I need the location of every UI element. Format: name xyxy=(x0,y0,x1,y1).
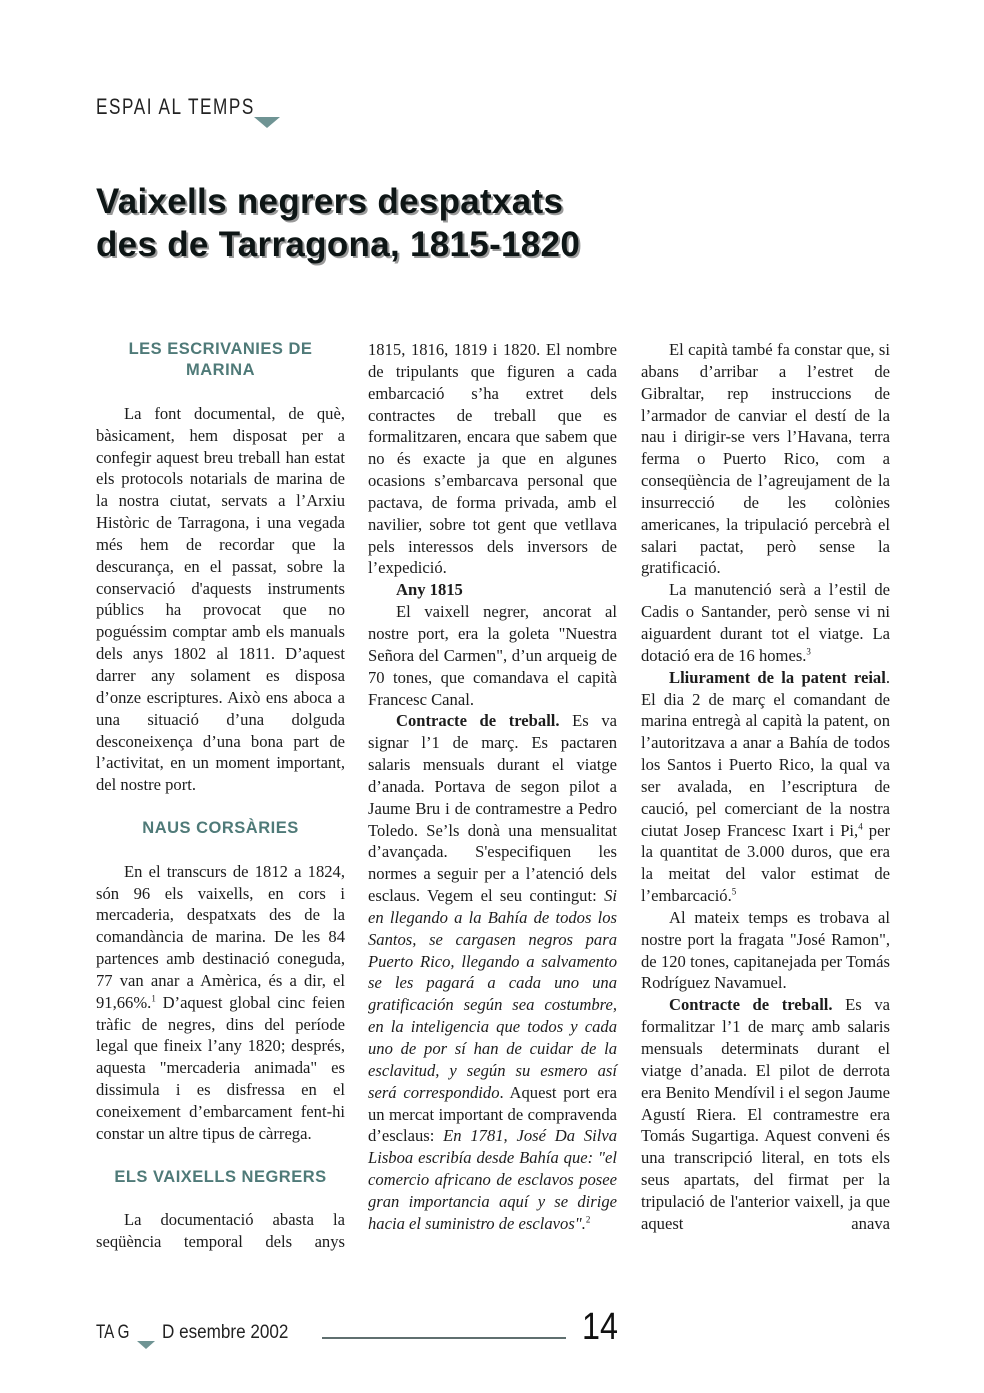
paragraph xyxy=(368,339,617,579)
text-column-2 xyxy=(368,339,617,1235)
paragraph xyxy=(96,403,345,796)
footer-issue-date: D esembre 2002 xyxy=(162,1322,289,1343)
text-run: En el transcurs de 1812 a 1824, són 96 els vaixells, en cors i mercaderia, despatxats des de la comandància de marina. De les 84 partences amb destinació coneguda, 77 van anar a Amèrica, és a dir, el 91,66%. xyxy=(96,861,345,1012)
footnote-ref: 4 xyxy=(858,821,863,832)
section-heading: NAUS CORSÀRIES xyxy=(142,818,299,837)
paragraph xyxy=(641,667,890,907)
footer-magazine-name: TA G xyxy=(96,1322,130,1343)
bold-lead: Contracte de treball. xyxy=(396,711,560,731)
quotation: En 1781, José Da Silva Lisboa escribía desde Bahía que: "el comercio africano de esclavos posee gran importancia aquí y se dirige hacia el suministro de esclavos". xyxy=(368,1126,617,1233)
text-run: Es va formalitzar l’1 de març amb salaris mensuals determinats durant el viatge d’anada. El pilot de derrota era Benito Mendívil i el segon Jaume Agustí Riera. El contramestre era Tomás Sugartiga. Aquest conveni és una transcripció literal, en tots els seus apartats, del firmat per la tripulació de l'anterior vaixell, ja que aquest anava xyxy=(641,995,890,1233)
footnote-ref: 2 xyxy=(585,1214,591,1225)
title-line-1: Vaixells negrers despatxats xyxy=(96,182,564,221)
paragraph xyxy=(368,710,617,1234)
spacer xyxy=(96,1188,345,1210)
paragraph xyxy=(641,579,890,666)
text-column-3 xyxy=(641,339,890,1235)
paragraph xyxy=(368,601,617,710)
triangle-marker-icon xyxy=(137,1341,155,1349)
title-line-2: des de Tarragona, 1815-1820 xyxy=(96,225,581,264)
triangle-marker-icon xyxy=(254,117,280,128)
text-run: . El dia 2 de març el comandant de marina entregà al capità la patent, on l’autoritzava a anar a Bahía de todos los Santos i Puerto Rico, la qual va ser avalada, en l’escriptura de caució, pel comerciant de la nostra ciutat Josep Francesc Ixart i Pi, xyxy=(641,667,890,840)
text-run: 1815, 1816, 1819 i 1820. El nombre de tripulants que figuren a cada embarcació s’ha extret dels contractes de treball que es formalitzaren, encara que sabem que no és exacte ja que en algunes ocasions s’embarcava personal que pactava, de forma privada, amb el navilier, sobre tot gent que vetllava pels interessos dels inversors de l’expedició. xyxy=(368,340,617,578)
spacer xyxy=(96,796,345,818)
text-run: La manutenció serà a l’estil de Cadis o Santander, però sense vi ni aiguardent durant tot el viatge. La dotació era de 16 homes. xyxy=(641,580,890,665)
paragraph xyxy=(641,994,890,1234)
footnote-ref: 5 xyxy=(731,886,737,897)
footnote-ref: 3 xyxy=(806,646,811,657)
footnote-ref: 1 xyxy=(151,993,156,1004)
text-run: Es va signar l’1 de març. Es pactaren salaris mensuals durant el viatge d’anada. Portava de segon pilot a Jaume Bru i de contramestre a Pedro Toledo. Se’ls donà una mensualitat d’avançada. S'especifiquen les normes a seguir per a l’atenció dels esclaus. Vegem el seu contingut: xyxy=(368,711,617,906)
text-run: D’aquest global cinc feien tràfic de negres, dins del període legal que fineix l’any 1820; després, aquesta "mercaderia animada" es dissimula i es disfressa en el coneixement d’embarcament fent-hi constar un altre tipus de càrrega. xyxy=(96,992,345,1143)
footer-divider xyxy=(322,1337,566,1339)
text-run: La font documental, de què, bàsicament, hem disposat per a confegir aquest breu treball han estat els protocols notarials de marina de la nostra ciutat, servats a l’Arxiu Històric de Tarragona, i una vegada més hem de recordar que la descurança, en el passat, sobre la conservació d'aquests instruments públics ha provocat que no poguéssim comptar amb els manuals dels anys 1802 al 1811. D’aquest darrer any solament es disposa d’onze escriptures. Això ens aboca a una situació d’una dolguda desconeixença d’una bona part de l’activitat, en un moment important, del nostre port. xyxy=(96,403,345,795)
text-run: El vaixell negrer, ancorat al nostre port, era la goleta "Nuestra Señora del Carmen", d’un arqueig de 70 tones, que comandava el capità Francesc Canal. xyxy=(368,602,617,709)
spacer xyxy=(96,381,345,403)
quotation: Si en llegando a la Bahía de todos los Santos, se cargasen negros para Puerto Rico, llegando a salvamento se les pagará a cada uno una gratificación según sea costumbre, en la inteligencia que todos y cada uno de por sí han de cuidar de la esclavitud, y según su esmero así será correspondido xyxy=(368,886,617,1102)
paragraph xyxy=(641,339,890,579)
text-run: per la quantitat de 3.000 duros, que era la meitat del valor estimat de l’embarcació. xyxy=(641,820,890,906)
text-run: . Aquest port era un mercat important de compravenda d’esclaus: xyxy=(368,1082,617,1146)
section-heading: LES ESCRIVANIES DE MARINA xyxy=(128,340,313,379)
bold-lead: Lliurament de la patent reial xyxy=(669,667,886,687)
text-run: La documentació abasta la seqüència temporal dels anys xyxy=(96,1210,345,1252)
text-run: El capità també fa constar que, si abans d’arribar a l’estret de Gibraltar, rep instruccions de l’armador de canviar el destí de la nau i dirigir-se vers l’Havana, terra ferma o Puerto Rico, com a conseqüència de l’agreujament de la insurrecció de les colònies americanes, la tripulació percebrà el salari pactat, però sense la gratificació. xyxy=(641,340,890,578)
text-run: Al mateix temps es trobava al nostre port la fragata "José Ramon", de 120 tones, capitanejada per Tomás Rodríguez Navamuel. xyxy=(641,907,890,993)
article-title xyxy=(96,180,580,266)
section-kicker: ESPAI AL TEMPS xyxy=(96,94,255,119)
paragraph xyxy=(641,907,890,994)
paragraph xyxy=(96,861,345,1145)
text-column-1 xyxy=(96,339,345,1253)
subsection-heading: Any 1815 xyxy=(396,580,463,600)
paragraph xyxy=(96,1209,345,1253)
spacer xyxy=(96,839,345,861)
section-heading: ELS VAIXELLS NEGRERS xyxy=(114,1167,327,1186)
bold-lead: Contracte de treball. xyxy=(669,995,833,1015)
page-number: 14 xyxy=(582,1306,618,1348)
spacer xyxy=(96,1145,345,1167)
